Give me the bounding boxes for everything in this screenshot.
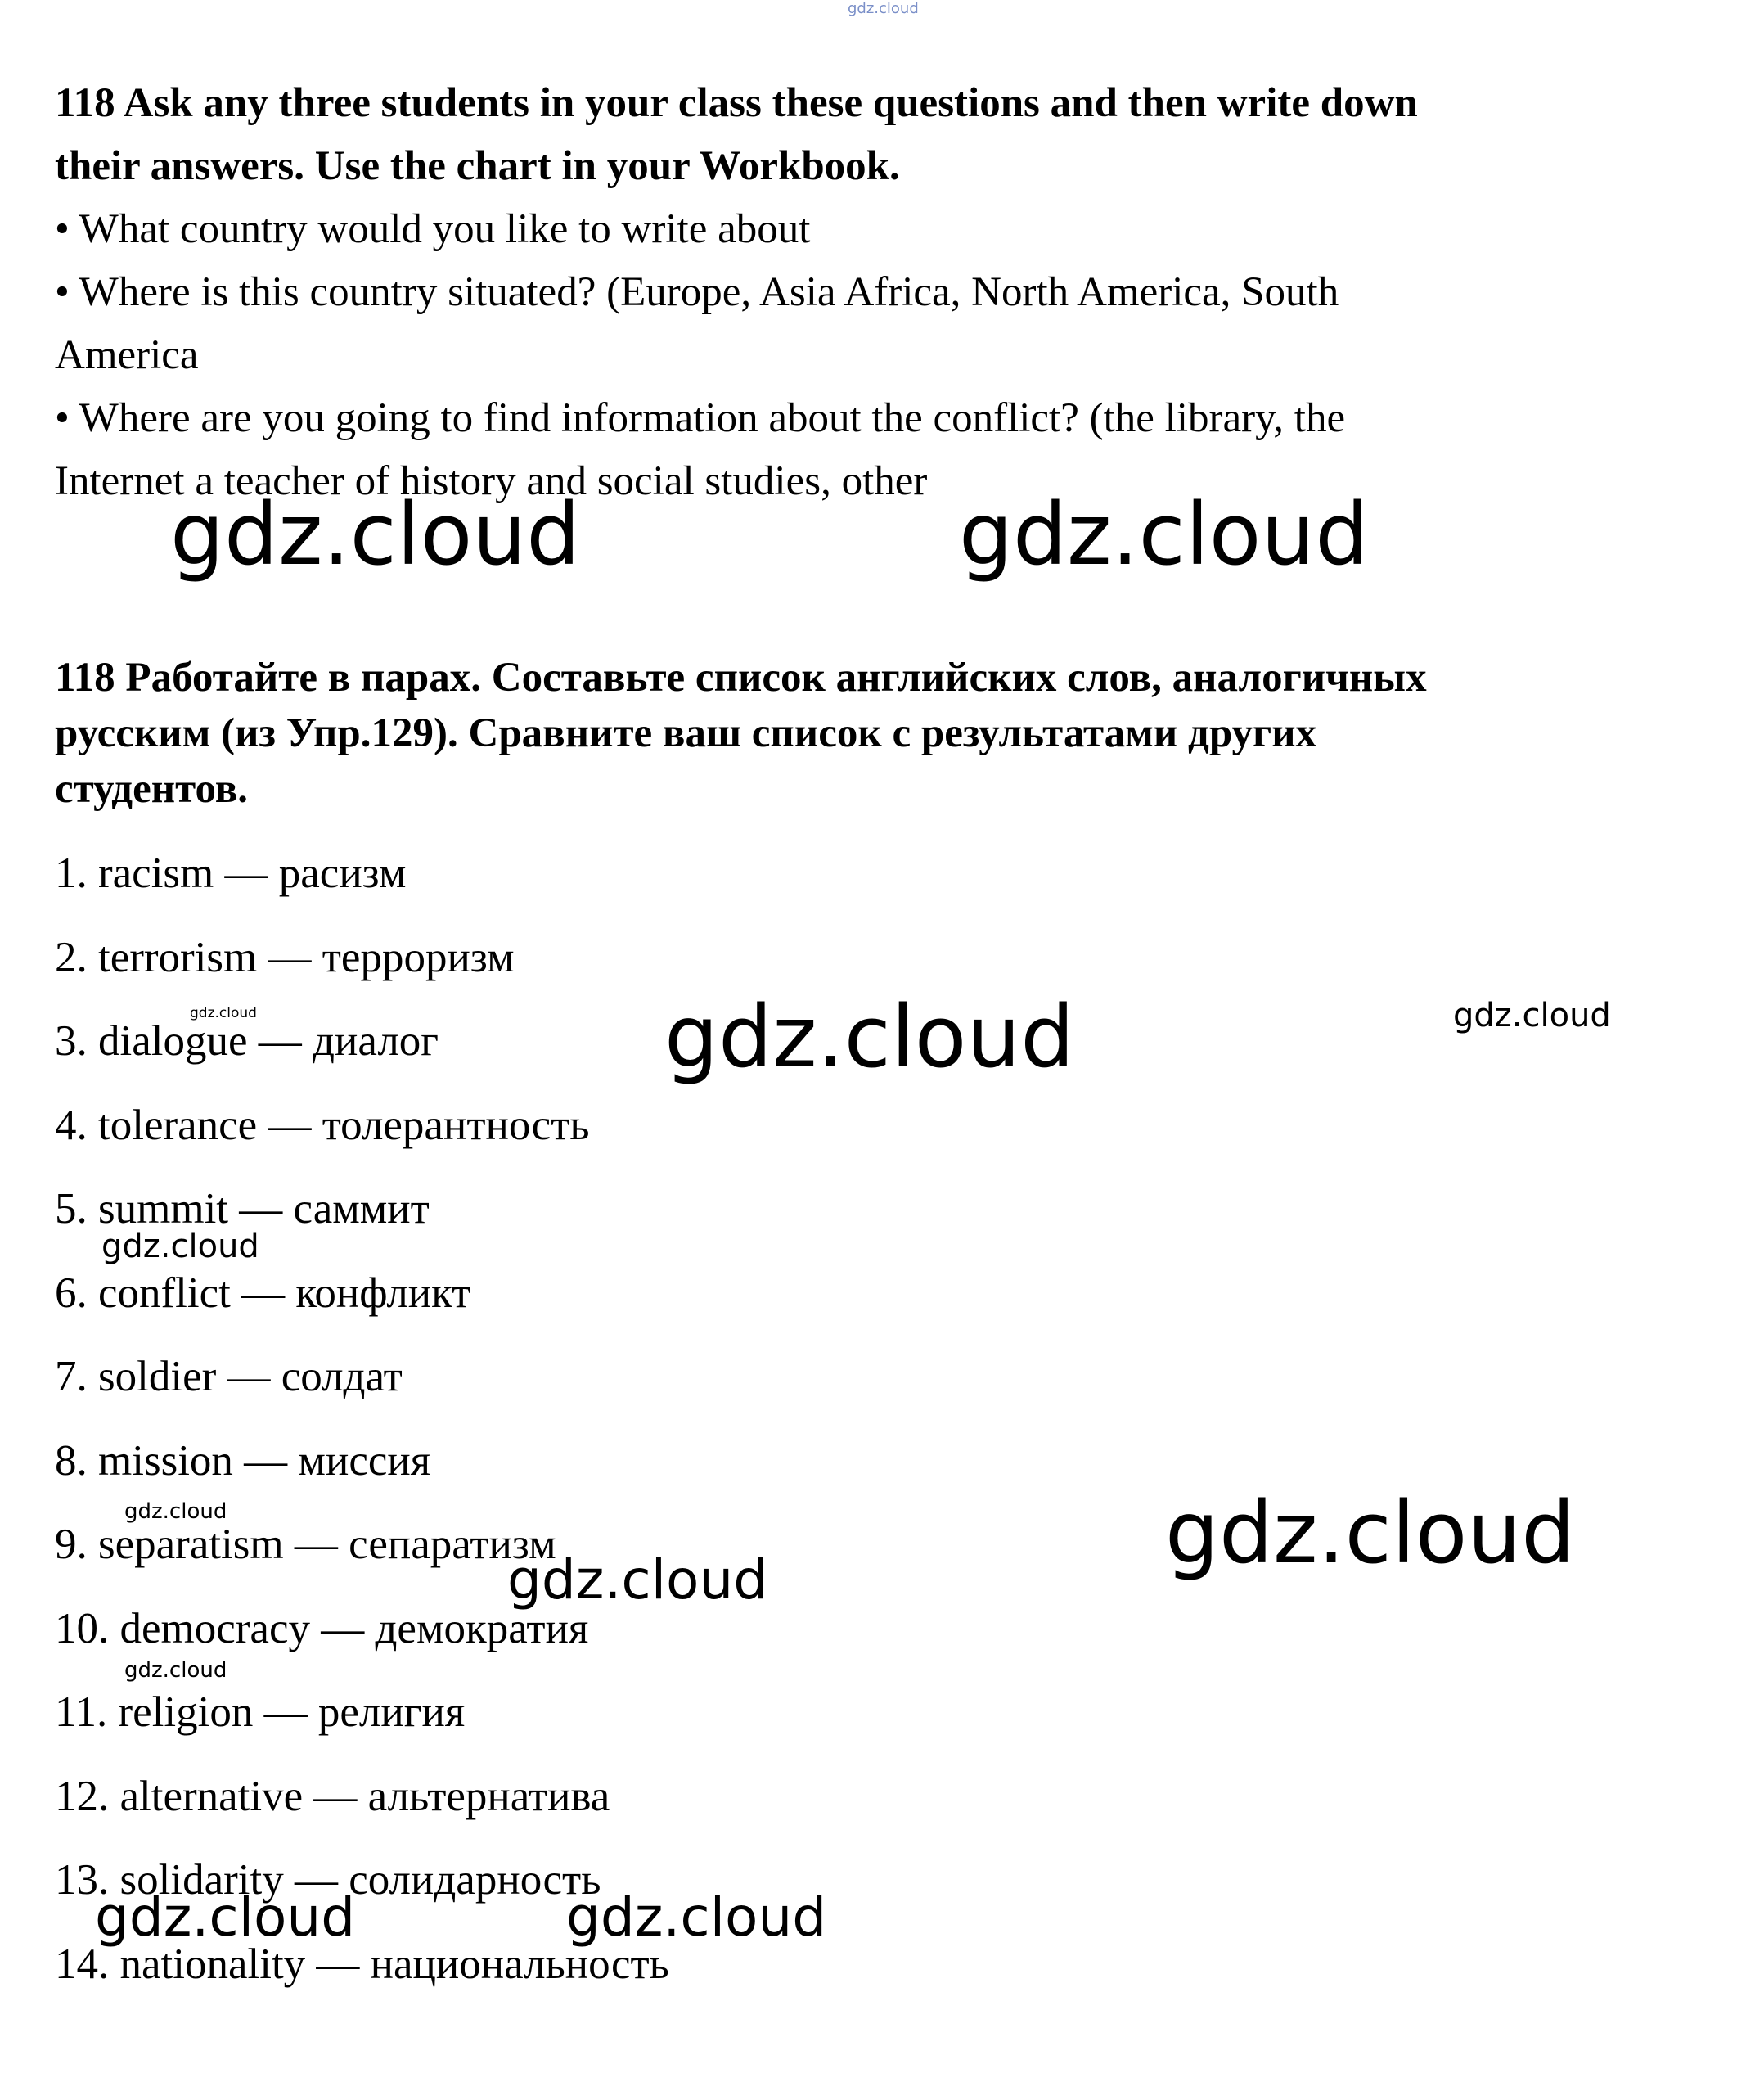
exercise-ru-heading-line1: 118 Работайте в парах. Составьте список английских слов, аналогичных xyxy=(55,655,1427,701)
exercise-en-bullet: • What country would you like to write about xyxy=(55,206,811,252)
list-item: 9. separatism — сепаратизм xyxy=(55,1521,556,1568)
list-item: 6. conflict — конфликт xyxy=(55,1269,471,1317)
watermark: gdz.cloud xyxy=(124,1658,227,1683)
exercise-en-heading-line1: 118 Ask any three students in your class these questions and then write down xyxy=(55,80,1418,126)
list-item: 2. terrorism — терроризм xyxy=(55,933,515,981)
exercise-en-bullet: Internet a teacher of history and social studies, other xyxy=(55,458,928,504)
watermark: gdz.cloud xyxy=(190,1005,257,1021)
exercise-en-bullet: • Where is this country situated? (Europe, Asia Africa, North America, South xyxy=(55,269,1339,315)
watermark: gdz.cloud xyxy=(664,987,1075,1087)
list-item: 8. mission — миссия xyxy=(55,1436,431,1485)
exercise-ru xyxy=(55,650,1642,817)
watermark: gdz.cloud xyxy=(1453,997,1611,1034)
watermark: gdz.cloud xyxy=(124,1499,227,1524)
list-item: 11. religion — религия xyxy=(55,1688,466,1736)
watermark: gdz.cloud xyxy=(95,1886,356,1949)
list-item: 14. nationality — национальность xyxy=(55,1940,669,1988)
watermark-top: gdz.cloud xyxy=(848,0,919,17)
list-item: 13. solidarity — солидарность xyxy=(55,1856,601,1904)
watermark: gdz.cloud xyxy=(566,1886,827,1949)
exercise-ru-heading-line3: студентов. xyxy=(55,766,249,812)
watermark: gdz.cloud xyxy=(1165,1483,1576,1583)
exercise-en-bullet: • Where are you going to find information about the conflict? (the library, the xyxy=(55,395,1346,441)
watermark: gdz.cloud xyxy=(959,484,1370,584)
exercise-en-heading-line2: their answers. Use the chart in your Workbook. xyxy=(55,143,900,189)
list-item: 4. tolerance — толерантность xyxy=(55,1101,590,1149)
exercise-en xyxy=(55,72,1642,513)
watermark: gdz.cloud xyxy=(507,1548,768,1611)
list-item: 5. summit — саммит xyxy=(55,1185,430,1233)
list-item: 12. alternative — альтернатива xyxy=(55,1772,610,1820)
list-item: 1. racism — расизм xyxy=(55,849,407,897)
list-item: 10. democracy — демократия xyxy=(55,1604,589,1652)
list-item: 7. soldier — солдат xyxy=(55,1353,403,1400)
list-item: 3. dialogue — диалог xyxy=(55,1017,439,1065)
watermark: gdz.cloud xyxy=(170,484,581,584)
exercise-ru-heading-line2: русским (из Упр.129). Сравните ваш список с результатами других xyxy=(55,710,1317,756)
watermark: gdz.cloud xyxy=(101,1228,259,1265)
word-list xyxy=(55,831,669,2006)
exercise-en-bullet: America xyxy=(55,332,199,378)
